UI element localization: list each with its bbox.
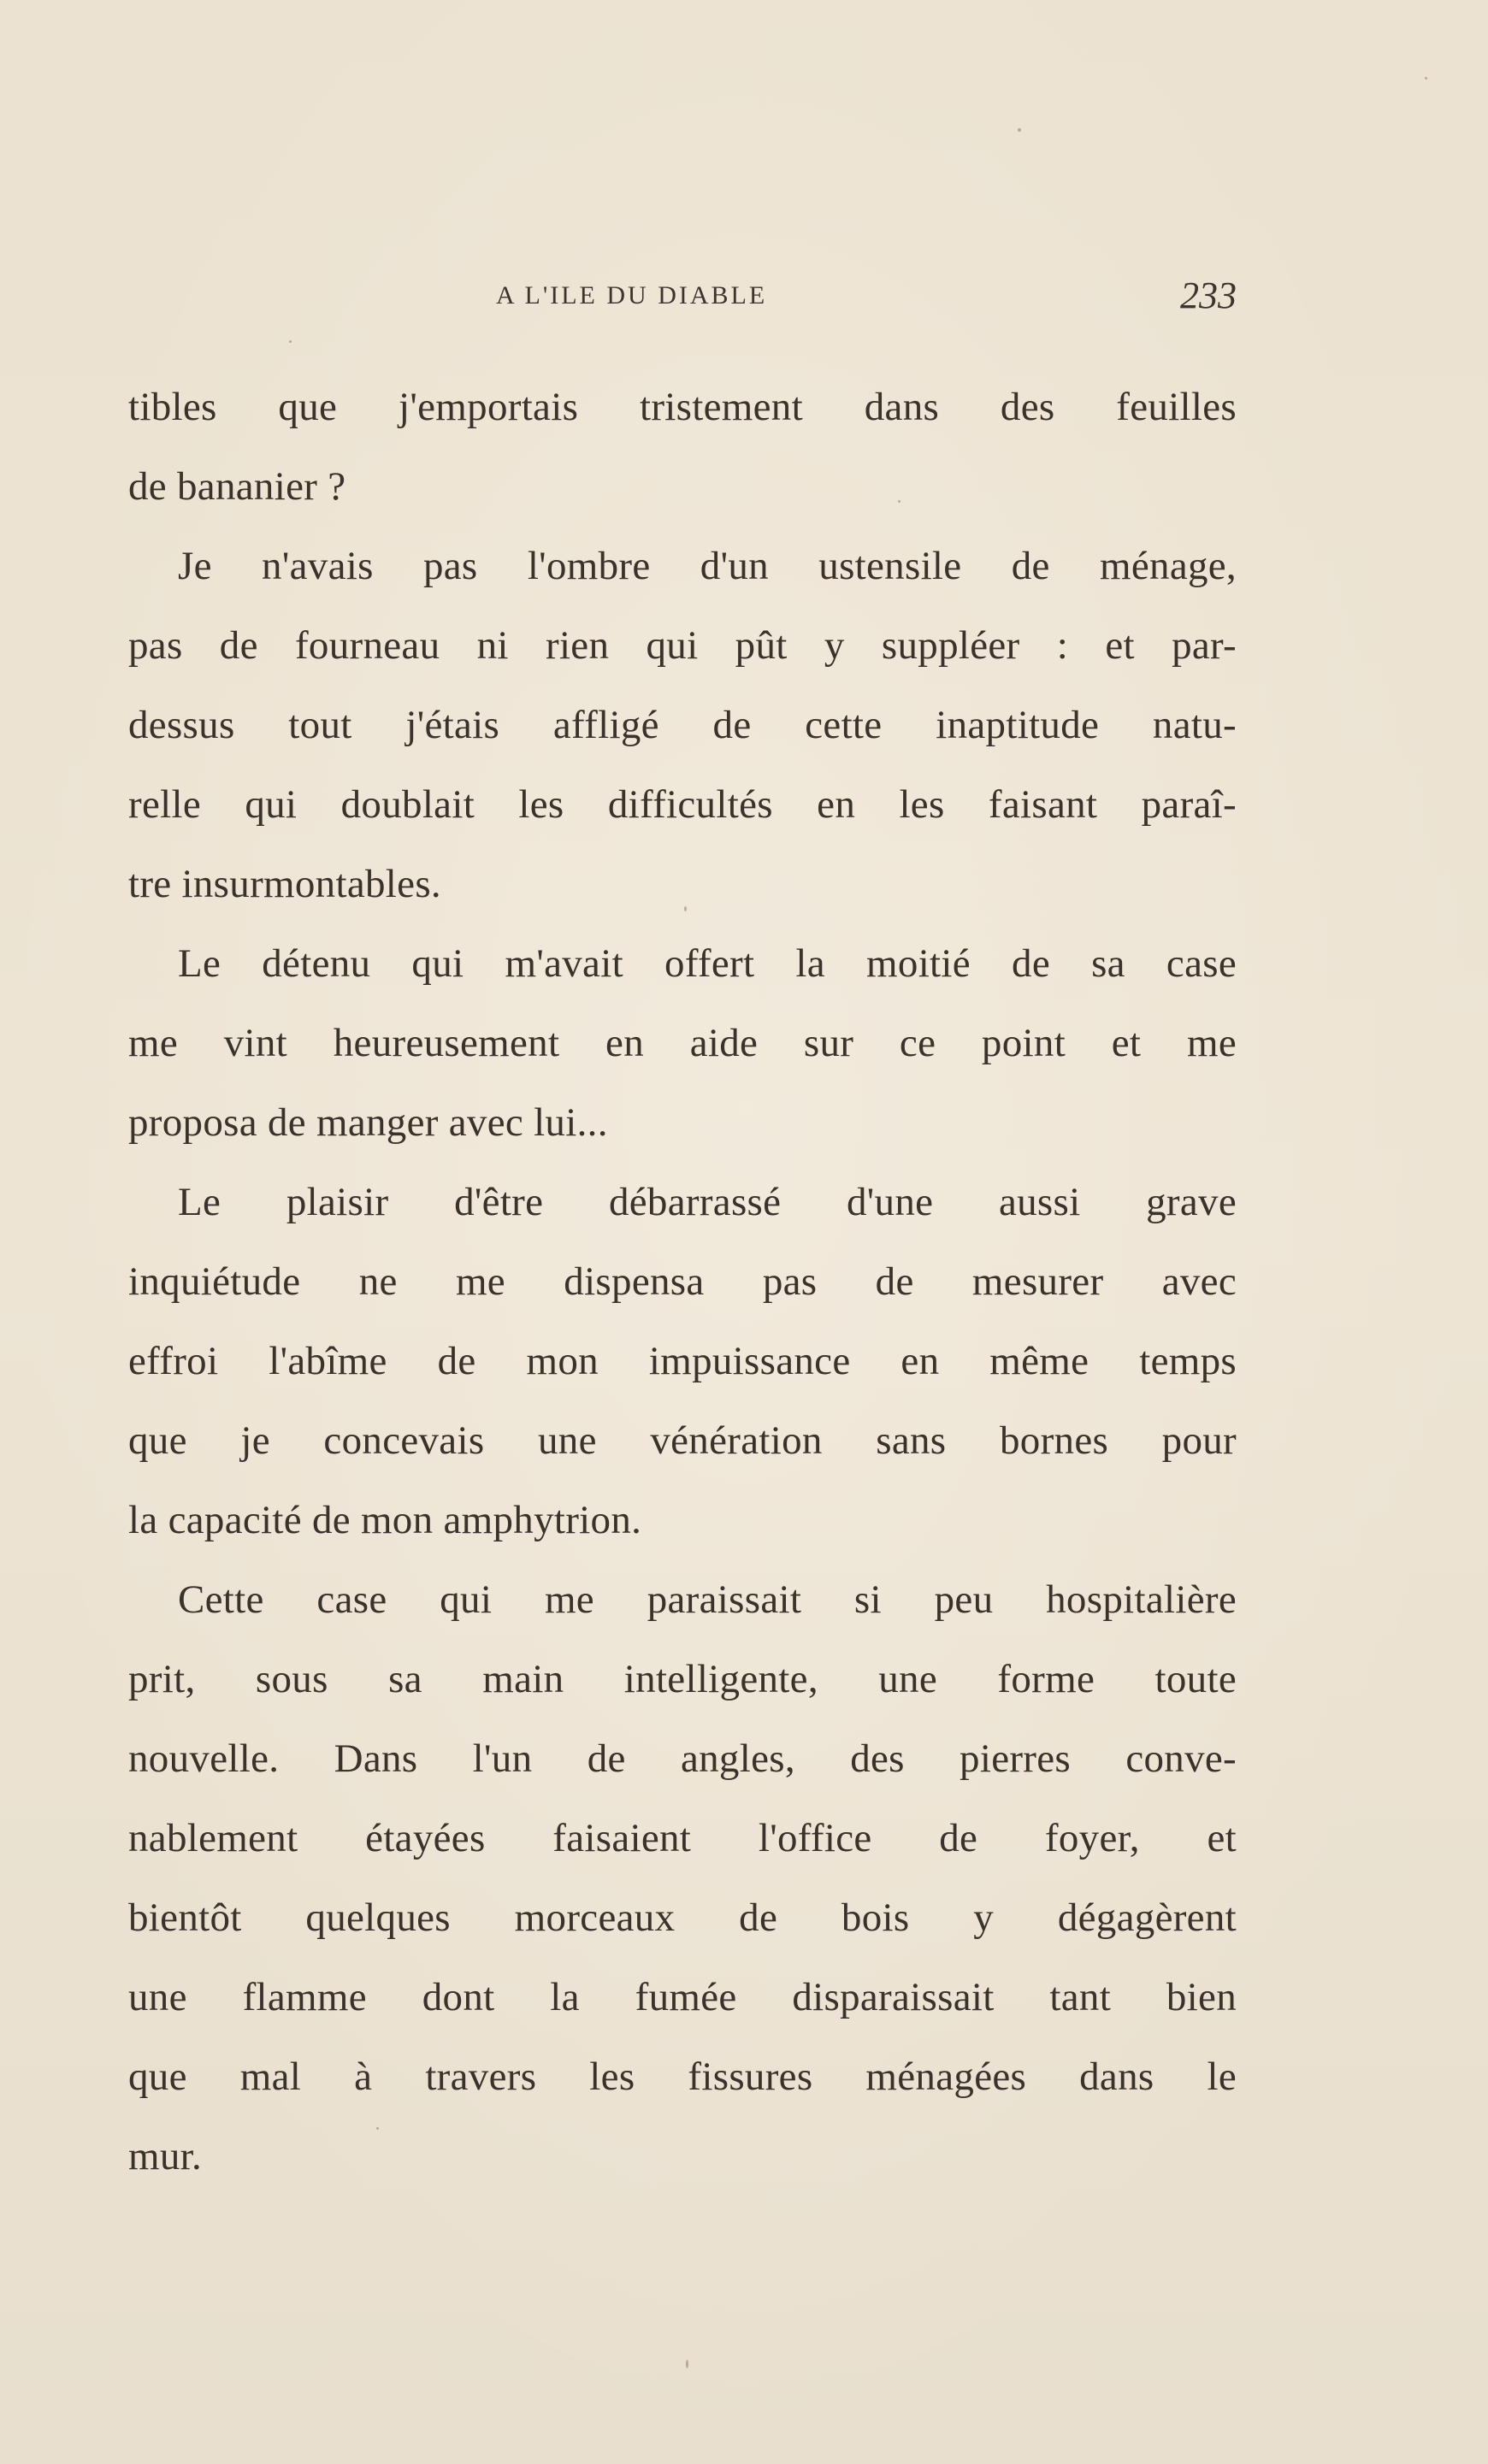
paper-speck (376, 2127, 379, 2130)
paper-speck (686, 2360, 688, 2368)
text-line: Cette case qui me paraissait si peu hospitalière (178, 1577, 1237, 1622)
text-line: que mal à travers les fissures ménagées dans le (128, 2054, 1237, 2099)
text-line: tibles que j'emportais tristement dans des feuilles (128, 385, 1237, 429)
text-line: dessus tout j'étais affligé de cette inaptitude natu- (128, 703, 1237, 747)
running-head (128, 272, 1237, 320)
text-line: que je concevais une vénération sans bornes pour (128, 1418, 1237, 1463)
text-line: effroi l'abîme de mon impuissance en même temps (128, 1339, 1237, 1383)
text-line: de bananier ? (128, 464, 346, 509)
paper-speck (1425, 77, 1427, 80)
text-line: me vint heureusement en aide sur ce point et me (128, 1021, 1237, 1065)
running-title: A L'ILE DU DIABLE (496, 281, 768, 309)
text-line: mur. (128, 2134, 203, 2178)
paper-speck (684, 906, 687, 911)
text-line: la capacité de mon amphytrion. (128, 1498, 642, 1542)
paper-speck (289, 340, 292, 343)
text-line: proposa de manger avec lui... (128, 1100, 608, 1145)
text-line: pas de fourneau ni rien qui pût y suppléer : et par- (128, 623, 1237, 668)
body-text (128, 368, 1237, 2196)
text-line: nouvelle. Dans l'un de angles, des pierres conve- (128, 1736, 1237, 1781)
paper-speck (898, 500, 900, 503)
paper-speck (1018, 128, 1021, 132)
text-line: inquiétude ne me dispensa pas de mesurer avec (128, 1259, 1237, 1304)
text-line: Le plaisir d'être débarrassé d'une aussi grave (178, 1180, 1237, 1224)
text-line: bientôt quelques morceaux de bois y dégagèrent (128, 1895, 1237, 1940)
page-number: 233 (1180, 274, 1237, 316)
text-line: relle qui doublait les difficultés en les faisant paraî- (128, 782, 1237, 827)
text-line: prit, sous sa main intelligente, une forme toute (128, 1657, 1237, 1701)
text-line: Le détenu qui m'avait offert la moitié de sa case (178, 941, 1237, 986)
text-line: une flamme dont la fumée disparaissait tant bien (128, 1975, 1237, 2019)
text-line: nablement étayées faisaient l'office de foyer, et (128, 1816, 1237, 1860)
text-line: Je n'avais pas l'ombre d'un ustensile de ménage, (178, 544, 1237, 588)
text-line: tre insurmontables. (128, 862, 441, 906)
